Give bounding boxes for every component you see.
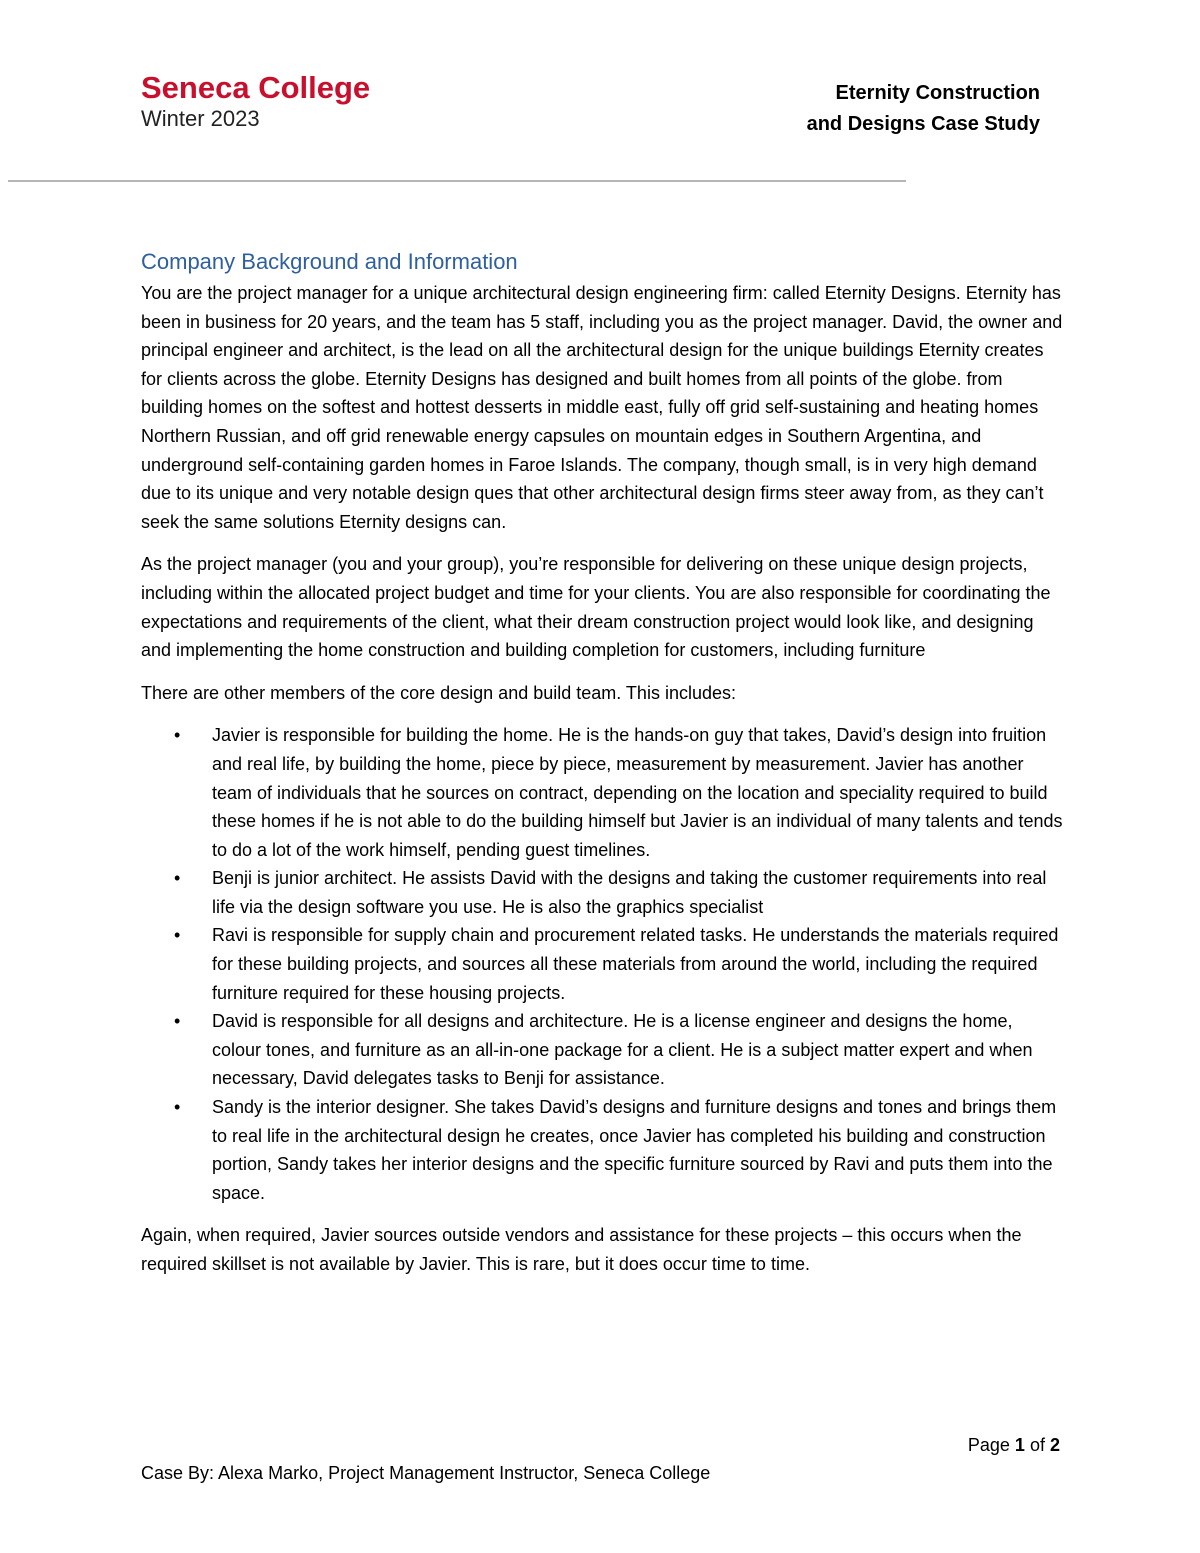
- bullet-icon: •: [174, 725, 181, 746]
- paragraph-team-intro: There are other members of the core design and build team. This includes:: [141, 682, 736, 703]
- role-text: Sandy is the interior designer. She takes David’s designs and furniture designs and tones and brings them to real life in the architectural design he creates, once Javier has completed his building and construction portion, Sandy takes her interior designs and the specific furniture sourced by Ravi and puts them into the space.: [212, 1097, 1057, 1203]
- page-total: 2: [1049, 1435, 1060, 1455]
- list-item: [141, 921, 1066, 1007]
- list-item: [141, 864, 1066, 921]
- section-heading: Company Background and Information: [141, 249, 518, 274]
- team-roles-list: [141, 721, 1066, 1207]
- bullet-icon: •: [174, 1011, 181, 1032]
- list-item: [141, 1093, 1066, 1207]
- page-of: of: [1029, 1435, 1045, 1455]
- bullet-icon: •: [174, 1097, 181, 1118]
- role-text: David is responsible for all designs and architecture. He is a license engineer and designs the home, colour tones, and furniture as an all-in-one package for a client. He is a subject matter expert and when necessary, David delegates tasks to Benji for assistance.: [212, 1011, 1033, 1089]
- page-current: 1: [1014, 1435, 1025, 1455]
- header-divider: [8, 180, 906, 182]
- main-content: [141, 247, 1066, 1293]
- document-title-line1: Eternity Construction: [835, 82, 1040, 104]
- document-title-line2: and Designs Case Study: [806, 113, 1040, 135]
- role-text: Ravi is responsible for supply chain and procurement related tasks. He understands the materials required for these building projects, and sources all these materials from around the world, including the required furniture required for these housing projects.: [212, 925, 1059, 1003]
- page-number: [968, 1432, 1060, 1458]
- role-text: Benji is junior architect. He assists David with the designs and taking the customer requirements into real life via the design software you use. He is also the graphics specialist: [212, 868, 1047, 917]
- header-left: [141, 70, 370, 132]
- college-name: Seneca College: [141, 70, 371, 105]
- page-label: Page: [967, 1435, 1010, 1455]
- document-title: [807, 78, 1040, 140]
- bullet-icon: •: [174, 868, 181, 889]
- list-item: [141, 721, 1066, 864]
- list-item: [141, 1007, 1066, 1093]
- paragraph-vendors: Again, when required, Javier sources outside vendors and assistance for these projects – this occurs when the required skillset is not available by Javier. This is rare, but it does occur time to time.: [141, 1225, 1022, 1274]
- role-text: Javier is responsible for building the home. He is the hands-on guy that takes, David’s design into fruition and real life, by building the home, piece by piece, measurement by measurement. Javier has another team of individuals that he sources on contract, depending on the location and speciality required to build these homes if he is not able to do the building himself but Javier is an individual of many talents and tends to do a lot of the work himself, pending guest timelines.: [212, 725, 1063, 860]
- bullet-icon: •: [174, 925, 181, 946]
- paragraph-background: You are the project manager for a unique architectural design engineering firm: called Eternity Designs. Eternity has been in business for 20 years, and the team has 5 staff, including you as the project manager. David, the owner and principal engineer and architect, is the lead on all the architectural design for the unique buildings Eternity creates for clients across the globe. Eternity Designs has designed and built homes from all points of the globe. from building homes on the softest and hottest desserts in middle east, fully off grid self-sustaining and heating homes Northern Russian, and off grid renewable energy capsules on mountain edges in Southern Argentina, and underground self-containing garden homes in Faroe Islands. The company, though small, is in very high demand due to its unique and very notable design ques that other architectural design firms steer away from, as they can’t seek the same solutions Eternity designs can.: [141, 283, 1063, 532]
- footer-credit: Case By: Alexa Marko, Project Management Instructor, Seneca College: [141, 1463, 711, 1483]
- term-label: Winter 2023: [141, 106, 260, 131]
- paragraph-responsibilities: As the project manager (you and your group), you’re responsible for delivering on these unique design projects, including within the allocated project budget and time for your clients. You are also responsible for coordinating the expectations and requirements of the client, what their dream construction project would look like, and designing and implementing the home construction and building completion for customers, including furniture: [141, 554, 1051, 661]
